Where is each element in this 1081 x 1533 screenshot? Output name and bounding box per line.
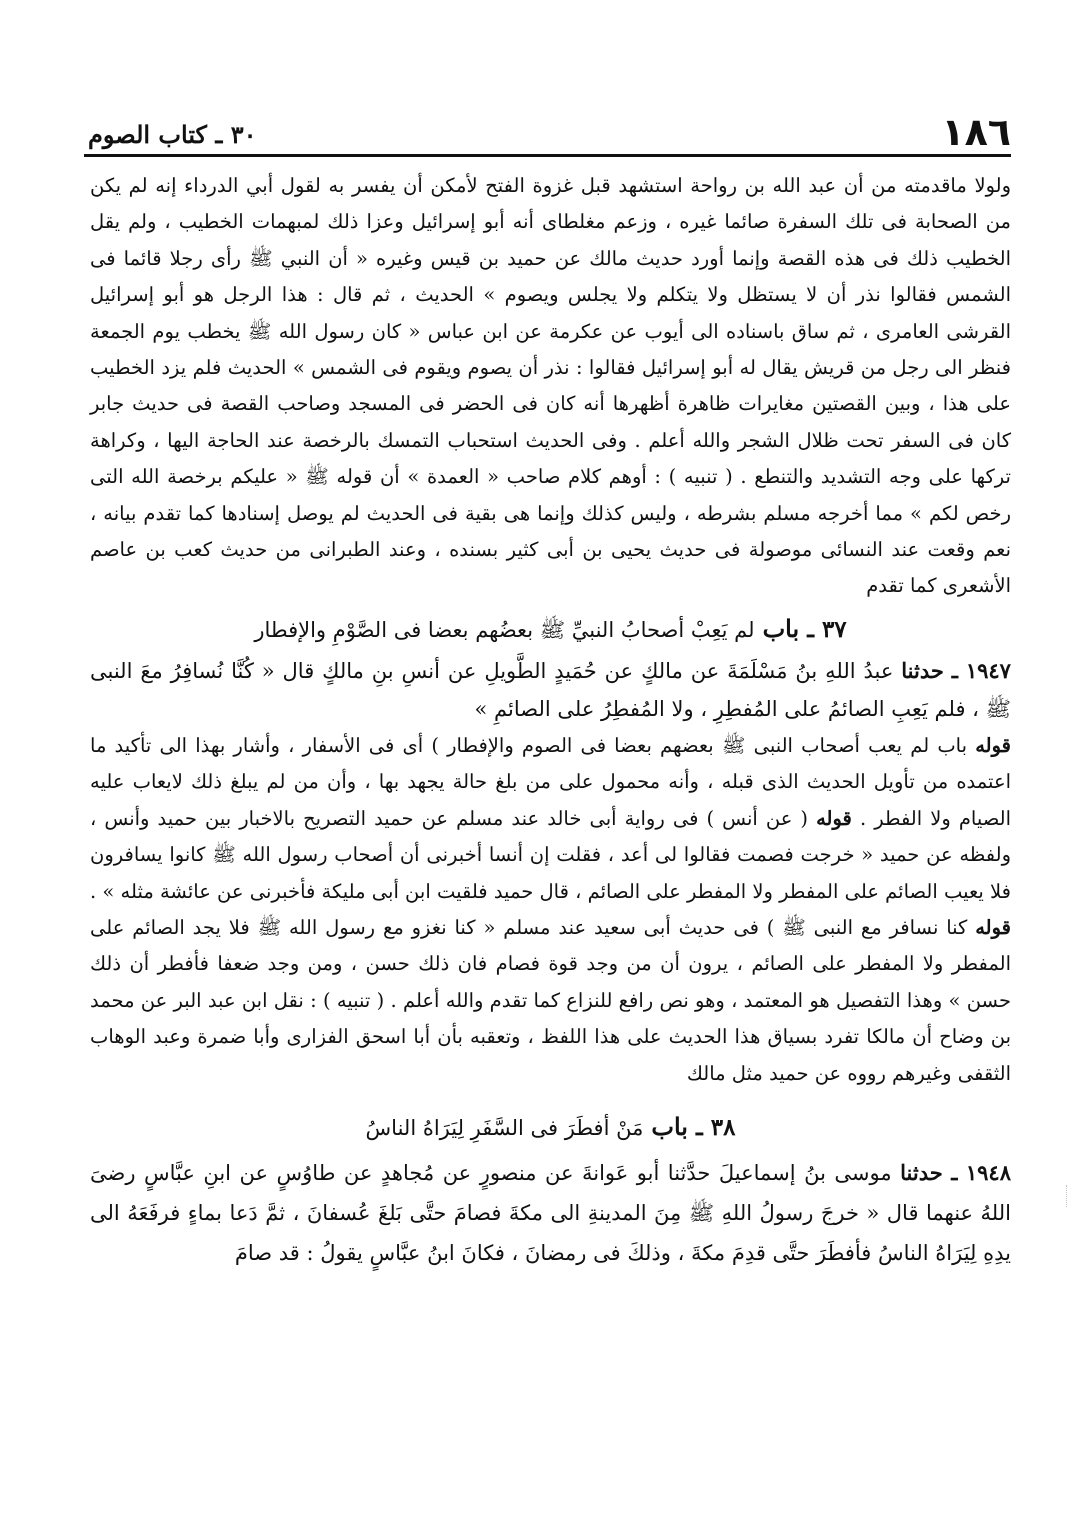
commentary-1947	[90, 728, 1011, 1092]
commentary-line: القرشى العامرى ، ثم ساق باسناده الى أيوب عن عكرمة عن ابن عباس « كان رسول الله ﷺ يخطب يوم الجمعة فنظر	[90, 319, 1011, 380]
chapter-heading-37	[90, 607, 1011, 652]
commentary-lead-word: قوله	[975, 733, 1011, 757]
header-rule	[84, 154, 1011, 157]
commentary-text: كنا نسافر مع النبى ﷺ ) فى حديث أبى سعيد عند مسلم « كنا نغزو مع رسول الله ﷺ فلا يجد الصائم على المفطر ولا المفطر على الصائم ، يرون أن من وجد قوة فصام فان ذلك حسن ، ومن وجد ضعفا فأفطر أن ذلك حسن » وهذا التفصيل هو المعتمد ، وهو نص رافع للنزاع كما تقدم والله أعلم . ( تنبيه ) : نقل ابن عبد البر عن محمد بن وضاح أن مالكا تفرد بسياق هذا الحديث على هذا اللفظ ، وتعقبه بأن أبا اسحق الفزارى وأبا ضمرة وعبد الوهاب الثقفى وغيرهم رووه عن حميد مثل مالك	[90, 915, 1011, 1085]
chapter-title: مَنْ أفطَرَ فى السَّفَرِ لِيَرَاهُ الناسُ	[365, 1115, 644, 1140]
commentary-line: النسائى موصولة فى حديث يحيى بن أبى كثير بسنده ، وعند الطبرانى من حديث كعب بن عاصم الأشعرى كما تقدم	[90, 538, 1011, 598]
commentary-text: ( عن أنس ) فى رواية أبى خالد عند مسلم عن حميد التصريح بالاخبار بين حميد وأنس ، ولفظه عن حميد « خرجت فصمت فقالوا لى أعد ، فقلت إن أنسا أخبرنى أن أصحاب رسول الله ﷺ كانوا يسافرون فلا يعيب الصائم على المفطر ولا المفطر على الصائم ، قال حميد فلقيت ابن أبى مليكة فأخبرنى عن عائشة مثله » .	[90, 806, 1011, 903]
chapter-number: ٣٨	[710, 1113, 736, 1141]
running-title: ٣٠ ـ كتاب الصوم	[88, 120, 257, 149]
chapter-separator: ـ	[695, 1113, 703, 1141]
chapter-separator: ـ	[807, 615, 814, 643]
hadith-text: موسى بنُ إسماعيلَ حدَّثنا أبو عَوانةَ عن منصورٍ عن مُجاهدٍ عن طاوُسٍ عن ابنِ عبَّاسٍ رضىَ اللهُ عنهما قال « خرجَ رسولُ اللهِ ﷺ مِنَ المدينةِ الى مكةَ فصامَ حتَّى بَلغَ عُسفانَ ، ثمَّ دَعا بماءٍ فرفَعَهُ الى يدِهِ لِيَرَاهُ الناسُ فأفطَرَ حتَّى قدِمَ مكةَ ، وذلكَ فى رمضانَ ، فكانَ ابنُ عبَّاسٍ يقولُ : قد صامَ	[90, 1160, 1011, 1265]
commentary-line: الى رجل من قريش يقال له أبو إسرائيل فقالوا : نذر أن يصوم ويقوم فى الشمس » الحديث فلم يزد الخطيب على	[90, 356, 1011, 416]
commentary-line: التشديد والتنطع . ( تنبيه ) : أوهم كلام صاحب « العمدة » أن قوله ﷺ « عليكم برخصة الله التى رخص لكم » مما	[90, 465, 1012, 525]
hadith-lead-word: حدثنا	[900, 1159, 943, 1185]
commentary-line: هذا ، وبين القصتين مغايرات ظاهرة أظهرها أنه كان فى الحضر فى المسجد وصاحب القصة فى حديث جابر كان فى السفر	[90, 392, 1012, 452]
commentary-top	[90, 168, 1011, 605]
commentary-line: أخرجه مسلم بشرطه ، وليس كذلك وإنما هى بقية فى الحديث لم يوصل إسنادها كما تقدم بيانه ، نعم وقعت عند	[90, 501, 1012, 562]
hadith-1948	[90, 1153, 1011, 1273]
commentary-line: تحت ظلال الشجر والله أعلم . وفى الحديث استحباب التمسك بالرخصة عند الحاجة اليها ، وكراهة تركها على وجه	[90, 428, 1011, 489]
hadith-separator: ـ	[951, 657, 958, 683]
commentary-line: ولولا ماقدمته من أن عبد الله بن رواحة استشهد قبل غزوة الفتح لأمكن أن يفسر به لقول أبي الدرداء إنه لم يكن	[90, 174, 1011, 197]
page-number: ١٨٦	[941, 110, 1011, 154]
commentary-lead-word: قوله	[816, 806, 852, 830]
page-body	[90, 168, 1011, 1273]
chapter-number: ٣٧	[821, 615, 847, 643]
hadith-separator: ـ	[951, 1159, 958, 1185]
chapter-heading-38	[90, 1102, 1011, 1153]
hadith-number: ١٩٤٨	[965, 1159, 1011, 1185]
chapter-title: لم يَعِبْ أصحابُ النبيِّ ﷺ بعضُهم بعضا فى الصَّوْمِ والإفطار	[254, 617, 755, 642]
commentary-line: الخطيب ذلك فى هذه القصة وإنما أورد حديث مالك عن حميد بن قيس وغيره « أن النبي ﷺ رأى رجلا قائما فى	[90, 246, 1011, 270]
chapter-bab-word: باب	[762, 613, 800, 643]
hadith-text: معَ النبى ﷺ ، فلم يَعِبِ الصائمُ على المُفطِرِ ، ولا المُفطِرُ على الصائمِ »	[90, 658, 1011, 721]
commentary-lead-word: قوله	[975, 915, 1011, 939]
hadith-number: ١٩٤٧	[965, 657, 1011, 683]
page-header	[88, 108, 1011, 158]
hadith-lead-word: حدثنا	[901, 657, 944, 683]
hadith-1947	[90, 652, 1011, 728]
commentary-text: باب لم يعب أصحاب النبى ﷺ بعضهم بعضا فى الصوم والإفطار ) أى فى الأسفار ، وأشار بهذا الى تأكيد ما اعتمده من تأويل الحديث الذى قبله ، وأنه محمول على من بلغ حالة يجهد بها ، وأن من لم يبلغ ذلك لايعاب عليه الصيام ولا الفطر .	[90, 733, 1011, 830]
commentary-line: من الصحابة فى تلك السفرة صائما غيره ، وزعم مغلطاى أنه أبو إسرائيل وعزا ذلك لمبهمات الخطيب ، ولم يقل	[90, 210, 1011, 234]
margin-mark	[1056, 1185, 1067, 1207]
chapter-bab-word: باب	[651, 1111, 688, 1141]
hadith-text: عبدُ اللهِ بنُ مَسْلَمَةَ عن مالكٍ عن حُمَيدٍ الطَّويلِ عن أنسِ بنِ مالكٍ قال « كُنَّا نُسافِرُ	[170, 658, 894, 683]
commentary-line: الشمس فقالوا نذر أن لا يستظل ولا يتكلم ولا يجلس ويصوم » الحديث ، ثم قال : هذا الرجل هو أبو إسرائيل	[90, 283, 1011, 307]
